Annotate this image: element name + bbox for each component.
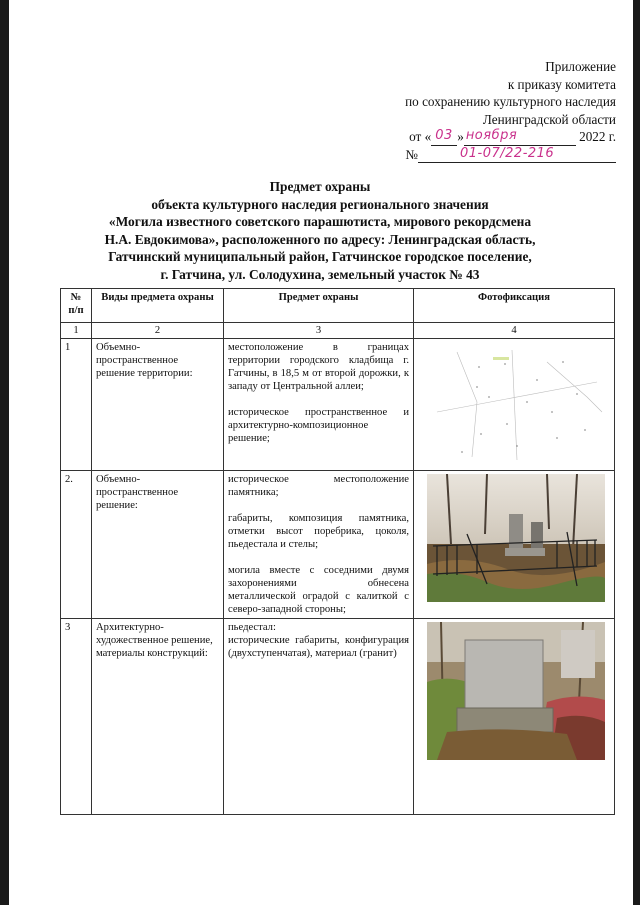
subject-item: историческое местоположение памятника; <box>228 474 409 498</box>
scan-edge-left <box>0 0 9 905</box>
subject-item: пьедестал: <box>228 622 276 633</box>
plan-marker <box>493 357 509 360</box>
pedestal-lower <box>457 708 553 732</box>
heading-line-5: Гатчинский муниципальный район, Гатчинское городское поселение, <box>108 249 532 265</box>
date-mid: » <box>457 129 464 144</box>
date-month-blank <box>464 127 576 146</box>
column-number-row <box>61 323 615 339</box>
row-photo-cell <box>414 619 615 815</box>
grave-fence-photo <box>427 474 605 602</box>
appendix-number-line <box>405 146 616 164</box>
document-heading <box>40 178 600 284</box>
row-photo-cell <box>414 471 615 619</box>
site-plan-image <box>417 342 610 466</box>
table-row <box>61 619 615 815</box>
col-number-2: 2 <box>92 323 224 339</box>
date-prefix: от « <box>409 129 432 144</box>
subject-item: габариты, композиция памятника, отметки высот поребрика, цоколя, пьедестала и стелы; <box>228 513 409 550</box>
row-number: 1 <box>61 339 92 471</box>
number-handwritten: 01-07/22-216 <box>460 146 555 161</box>
heading-title: Предмет охраны <box>269 179 371 194</box>
header-number: № п/п <box>61 289 92 323</box>
table-header-row <box>61 289 615 323</box>
appendix-block <box>405 58 616 163</box>
heading-line-2: объекта культурного наследия регионального значения <box>151 196 489 212</box>
col-number-3: 3 <box>224 323 414 339</box>
col-number-1: 1 <box>61 323 92 339</box>
number-prefix: № <box>405 146 418 162</box>
subject-item: местоположение в границах территории городского кладбища г. Гатчины, в 18,5 м от второй дорожки, к западу от Центральной аллеи; <box>228 342 409 392</box>
appendix-line-2: к приказу комитета <box>507 76 616 92</box>
header-kind: Виды предмета охраны <box>92 289 224 323</box>
date-day-blank <box>431 127 457 146</box>
row-number: 2. <box>61 471 92 619</box>
appendix-date-line <box>405 128 616 146</box>
row-subject <box>224 339 414 471</box>
pedestal-upper <box>465 640 543 710</box>
row-kind: Архитектурно-художественное решение, материалы конструкций: <box>92 619 224 815</box>
date-year: 2022 г. <box>579 129 616 144</box>
row-number: 3 <box>61 619 92 815</box>
appendix-line-1: Приложение <box>545 59 616 74</box>
table-row <box>61 471 615 619</box>
appendix-line-4: Ленинградской области <box>482 111 616 127</box>
subject-item: исторические габариты, конфигурация (двухступенчатая), материал (гранит) <box>228 635 409 659</box>
subject-item: историческое пространственное и архитектурно-композиционное решение; <box>228 407 409 444</box>
appendix-line-3: по сохранению культурного наследия <box>405 94 616 109</box>
pedestal-photo <box>427 622 605 760</box>
heading-line-4: Н.А. Евдокимова», расположенного по адресу: Ленинградская область, <box>104 231 536 247</box>
header-photo: Фотофиксация <box>414 289 615 323</box>
date-day-handwritten: 03 <box>435 127 453 143</box>
header-subject: Предмет охраны <box>224 289 414 323</box>
neighbor-monument <box>561 630 595 678</box>
row-subject <box>224 471 414 619</box>
row-subject <box>224 619 414 815</box>
row-kind: Объемно-пространственное решение территории: <box>92 339 224 471</box>
date-month-handwritten: ноября <box>465 127 518 143</box>
heading-line-6: г. Гатчина, ул. Солодухина, земельный участок № 43 <box>160 266 480 282</box>
number-blank <box>418 148 616 163</box>
table-row <box>61 339 615 471</box>
col-number-4: 4 <box>414 323 615 339</box>
row-kind: Объемно-пространственное решение: <box>92 471 224 619</box>
subject-item: могила вместе с соседними двумя захоронениями обнесена металлической оградой с калиткой с северо-западной стороны; <box>228 565 409 615</box>
protection-subject-table <box>60 288 615 815</box>
heading-line-3: «Могила известного советского парашютиста, мирового рекордсмена <box>108 214 532 230</box>
scan-edge-right <box>633 0 640 905</box>
row-photo-cell <box>414 339 615 471</box>
